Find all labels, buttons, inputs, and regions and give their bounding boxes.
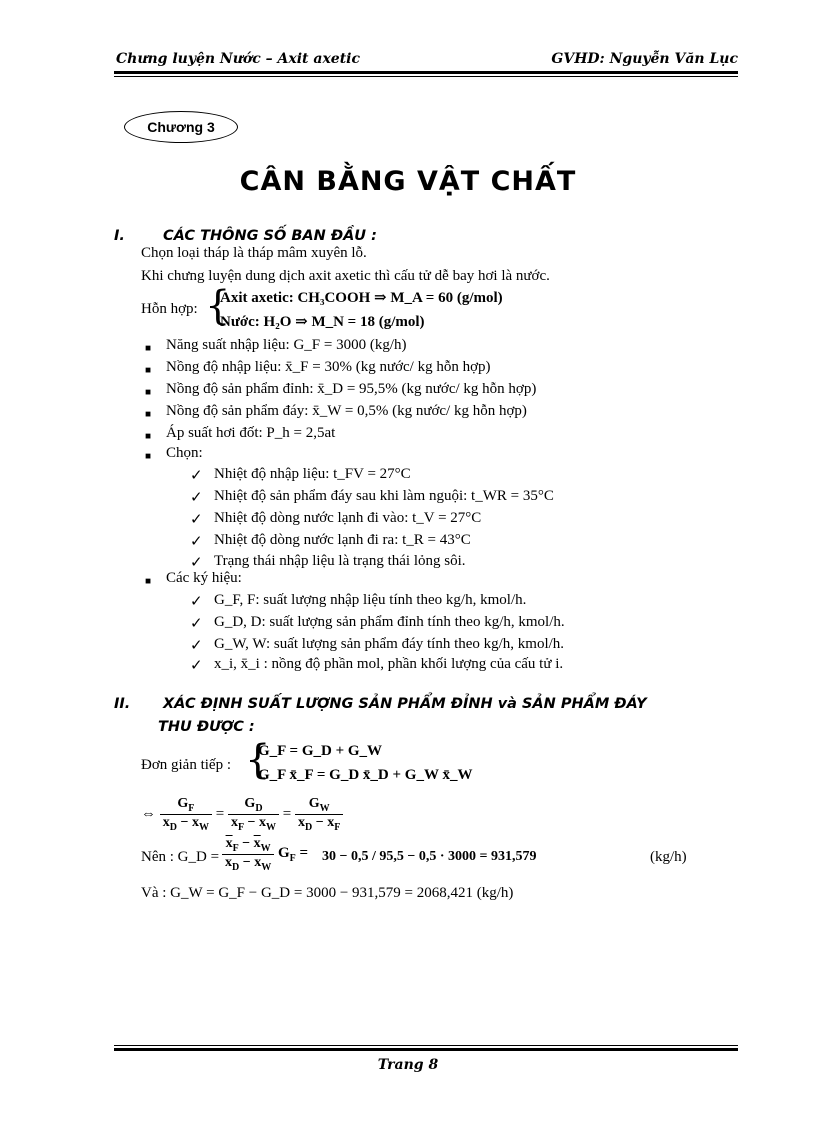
kyhieu-item: G_W, W: suất lượng sản phẩm đáy tính theo kg/h, kmol/h. bbox=[214, 636, 565, 652]
nen-label: Nên : G_D = bbox=[141, 849, 220, 865]
check-icon: ✓ bbox=[190, 555, 203, 571]
page-number: Trang 8 bbox=[377, 1057, 439, 1073]
section1-line2: Khi chưng luyện dung dịch axit axetic thì cấu tử dễ bay hơi là nước. bbox=[141, 268, 550, 284]
eq1: G_F = G_D + G_W bbox=[258, 743, 383, 759]
mix-label: Hỗn hợp: bbox=[141, 301, 198, 317]
section1-line1: Chọn loại tháp là tháp mâm xuyên lỗ. bbox=[141, 245, 367, 261]
kyhieu-label: Các ký hiệu: bbox=[166, 570, 242, 586]
footer-rule-thin bbox=[114, 1045, 738, 1046]
section2-heading-cont: THU ĐƯỢC : bbox=[158, 719, 255, 735]
header-left: Chưng luyện Nước – Axit axetic bbox=[116, 51, 361, 67]
header-rule-thin bbox=[114, 76, 738, 77]
eq2: G_F x̄_F = G_D x̄_D + G_W x̄_W bbox=[258, 767, 473, 783]
header-rule bbox=[114, 71, 738, 74]
bullet-icon: ■ bbox=[145, 387, 152, 398]
bullet-item: Nồng độ sản phẩm đáy: x̄_W = 0,5% (kg nước/ kg hỗn hợp) bbox=[166, 403, 527, 419]
mix-line1: Axit axetic: CH₃COOH ⇒ M_A = 60 (g/mol) bbox=[220, 290, 503, 306]
chon-item: Nhiệt độ nhập liệu: t_FV = 27°C bbox=[214, 466, 411, 482]
chon-item: Trạng thái nhập liệu là trạng thái lỏng sôi. bbox=[214, 553, 466, 569]
eq-brace: { bbox=[245, 737, 271, 783]
va-line: Và : G_W = G_F − G_D = 3000 − 931,579 = 2068,421 (kg/h) bbox=[141, 885, 514, 901]
bullet-icon: ■ bbox=[145, 365, 152, 376]
mix-line2: Nước: H₂O ⇒ M_N = 18 (g/mol) bbox=[220, 314, 425, 330]
mix-brace: { bbox=[205, 283, 231, 329]
bullet-icon: ■ bbox=[145, 409, 152, 420]
dungiantiep-label: Đơn giản tiếp : bbox=[141, 757, 231, 773]
nen-formula: $\frac{\overline{x}_F - \overline{x}_W}{\overline{x}_D - \overline{x}_W}$ $G_F$ = bbox=[222, 836, 308, 873]
chon-item: Nhiệt độ dòng nước lạnh đi ra: t_R = 43°C bbox=[214, 532, 471, 548]
check-icon: ✓ bbox=[190, 658, 203, 674]
check-icon: ✓ bbox=[190, 490, 203, 506]
bullet-icon: ■ bbox=[145, 431, 152, 442]
section1-number: I. bbox=[114, 228, 125, 244]
bullet-item: Năng suất nhập liệu: G_F = 3000 (kg/h) bbox=[166, 337, 407, 353]
section2-heading: XÁC ĐỊNH SUẤT LƯỢNG SẢN PHẨM ĐỈNH và SẢN PHẨM ĐÁY bbox=[163, 696, 647, 712]
bullet-item: Chọn: bbox=[166, 445, 203, 461]
chapter-label: Chương 3 bbox=[124, 111, 238, 143]
check-icon: ✓ bbox=[190, 616, 203, 632]
bullet-icon: ■ bbox=[145, 451, 152, 462]
footer-rule bbox=[114, 1048, 738, 1051]
nen-unit: (kg/h) bbox=[650, 849, 687, 865]
check-icon: ✓ bbox=[190, 534, 203, 550]
bullet-icon: ■ bbox=[145, 576, 152, 587]
chon-item: Nhiệt độ sản phẩm đáy sau khi làm nguội: t_WR = 35°C bbox=[214, 488, 554, 504]
ratio-formula: ⇔ $\frac{G_F}{\overline{x}_D - \overline{x}_W}$ = $\frac{G_D}{\overline{x}_F - \overline{x}_W}$ = $\frac{G_W}{\overline{x}_D - \overline{x}_F}$ bbox=[141, 796, 343, 833]
bullet-item: Nồng độ nhập liệu: x̄_F = 30% (kg nước/ kg hỗn hợp) bbox=[166, 359, 491, 375]
kyhieu-item: G_F, F: suất lượng nhập liệu tính theo kg/h, kmol/h. bbox=[214, 592, 527, 608]
nen-value: 30 − 0,5 / 95,5 − 0,5 · 3000 = 931,579 bbox=[322, 849, 537, 864]
section1-heading: CÁC THÔNG SỐ BAN ĐẦU : bbox=[163, 228, 377, 244]
bullet-item: Nồng độ sản phẩm đỉnh: x̄_D = 95,5% (kg nước/ kg hỗn hợp) bbox=[166, 381, 537, 397]
header-right: GVHD: Nguyễn Văn Lục bbox=[551, 51, 738, 67]
kyhieu-item: G_D, D: suất lượng sản phẩm đỉnh tính theo kg/h, kmol/h. bbox=[214, 614, 565, 630]
section2-number: II. bbox=[114, 696, 131, 712]
check-icon: ✓ bbox=[190, 468, 203, 484]
chon-item: Nhiệt độ dòng nước lạnh đi vào: t_V = 27°C bbox=[214, 510, 482, 526]
check-icon: ✓ bbox=[190, 638, 203, 654]
bullet-icon: ■ bbox=[145, 343, 152, 354]
check-icon: ✓ bbox=[190, 512, 203, 528]
page-title: CÂN BẰNG VẬT CHẤT bbox=[239, 166, 577, 197]
check-icon: ✓ bbox=[190, 594, 203, 610]
bullet-item: Áp suất hơi đốt: P_h = 2,5at bbox=[166, 425, 336, 441]
kyhieu-item: x_i, x̄_i : nồng độ phần mol, phần khối lượng của cấu tử i. bbox=[214, 656, 564, 672]
